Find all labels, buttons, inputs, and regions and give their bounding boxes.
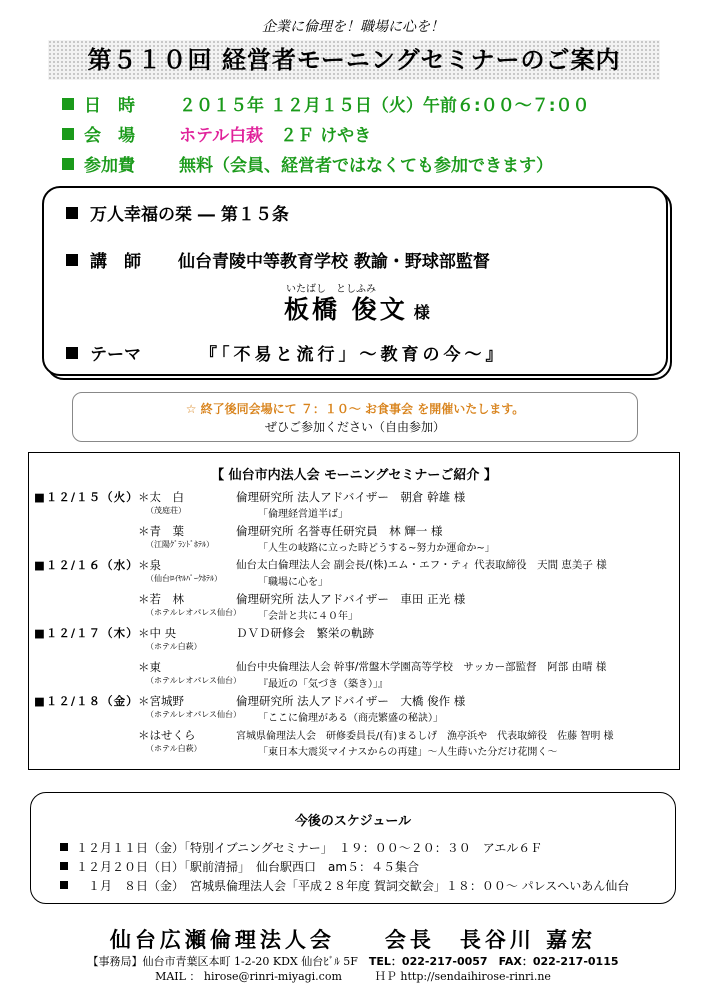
schedule-item-text: １２月１１日（金）「特別イブニングセミナー」 １９：００～２０：３０ アエル６Ｆ <box>76 841 543 855</box>
seminar-venue: （茂庭荘） <box>146 506 186 515</box>
seminar-name: ＊青 葉 <box>138 524 184 538</box>
seminar-venue: （ホテルレオパレス仙台） <box>146 710 241 719</box>
seminar-speaker: 倫理研究所 名誉専任研究員 林 輝一 様 <box>236 524 443 538</box>
seminar-name: ＊太 白 <box>138 490 184 504</box>
fee-label: 参加費 <box>84 156 135 176</box>
seminar-name: ＊中 央 <box>138 626 177 640</box>
seminar-speaker: 倫理研究所 法人アドバイザー 大橋 俊作 様 <box>236 694 466 708</box>
bullet-square-icon <box>60 862 68 870</box>
seminar-topic: 「職場に心を」 <box>258 577 328 588</box>
seminar-date: ■１２/１７（木） <box>34 626 139 640</box>
venue-label: 会 場 <box>84 126 135 146</box>
bullet-square-icon <box>66 254 78 266</box>
venue-room: ２Ｆ けやき <box>280 126 372 146</box>
bullet-square-icon <box>66 207 78 219</box>
office-address: 【事務局】仙台市青葉区本町 1-2-20 KDX 仙台ﾋﾞﾙ 5F <box>87 955 358 968</box>
schedule-item-text: １月 ８日（金） 宮城県倫理法人会「平成２８年度 賀詞交歓会」１８：００～ パレスへいあん仙台 <box>76 879 630 893</box>
seminar-topic: 『最近の「気づき（築き）」』 <box>258 679 388 690</box>
article-text: 万人幸福の栞 ― 第１５条 <box>90 205 289 225</box>
info-venue <box>62 121 371 146</box>
dinner-invite: ぜひご参加ください（自由参加） <box>264 420 445 434</box>
info-fee <box>62 151 553 176</box>
lecturer-label: 講 師 <box>90 252 141 272</box>
bullet-square-icon <box>62 98 74 110</box>
contact-mail: MAIL ： hirose@rinri-miyagi.com ＨＰ http://sendaihirose-rinri.ne <box>155 970 551 983</box>
info-date <box>62 91 590 116</box>
date-label: 日 時 <box>84 96 135 116</box>
seminar-name: ＊泉 <box>138 558 161 572</box>
office-tel: TEL：022-217-0057 FAX：022-217-0115 <box>368 955 619 968</box>
schedule-title: 今後のスケジュール <box>294 814 412 829</box>
seminar-speaker: 宮城県倫理法人会 研修委員長/(有)まるしげ 漁亭浜や 代表取締役 佐藤 智明 様 <box>236 731 614 742</box>
organization <box>0 924 706 954</box>
seminar-venue: （ホテルレオパレス仙台） <box>146 676 241 685</box>
seminar-venue: （ホテルレオパレス仙台） <box>146 608 241 617</box>
speaker-honorific: 様 <box>413 303 430 322</box>
lecture-lecturer <box>66 247 490 272</box>
office-info <box>0 953 706 969</box>
seminar-name: ＊はせくら <box>138 728 196 742</box>
seminar-speaker: 倫理研究所 法人アドバイザー 朝倉 幹雄 様 <box>236 490 466 504</box>
bullet-square-icon <box>66 347 78 359</box>
seminar-speaker: 仙台太白倫理法人会 副会長/(株)エム・エフ・ティ 代表取締役 天間 恵美子 様 <box>236 559 607 571</box>
schedule-item-text: １２月２０日（日）「駅前清掃」 仙台駅西口 am５：４５集合 <box>76 860 420 874</box>
lecture-theme <box>66 340 507 365</box>
seminar-venue: （仙台ﾛｲﾔﾙﾊﾟｰｸﾎﾃﾙ） <box>146 574 222 583</box>
speaker-ruby: いたばし としふみ <box>286 284 376 295</box>
speaker-name-text: 板橋 俊文 <box>284 295 408 324</box>
schedule-item <box>60 877 629 894</box>
schedule-item <box>60 839 542 856</box>
theme-text: 『「不易と流行」～教育の今～』 <box>200 345 507 365</box>
seminar-topic: 「会計と共に４０年」 <box>258 611 358 622</box>
dinner-notice: ☆ 終了後同会場にて ７：１０～ お食事会 を開催いたします。 <box>185 402 525 416</box>
seminar-name: ＊若 林 <box>138 592 184 606</box>
seminar-topic: 「東日本大震災マイナスからの再建」～人生蒔いた分だけ花開く～ <box>258 747 558 758</box>
seminar-venue: （江陽ｸﾞﾗﾝﾄﾞﾎﾃﾙ） <box>146 540 214 549</box>
tagline: 企業に倫理を！職場に心を！ <box>262 19 444 35</box>
seminar-topic: 「倫理経営道半ば」 <box>258 509 348 520</box>
bullet-square-icon <box>60 881 68 889</box>
lecture-article <box>66 200 289 225</box>
bullet-square-icon <box>60 843 68 851</box>
page-title: 第５１０回 経営者モーニングセミナーのご案内 <box>87 46 621 74</box>
venue-name: ホテル白萩 <box>179 126 264 146</box>
seminar-name: ＊宮城野 <box>138 694 184 708</box>
date-value: ２０１５年 １２月１５日（火）午前６:００～７:００ <box>179 96 590 116</box>
seminar-date: ■１２/１５（火） <box>34 490 139 504</box>
seminar-date: ■１２/１６（水） <box>34 558 139 572</box>
fee-value: 無料（会員、経営者ではなくても参加できます） <box>179 156 553 176</box>
seminar-heading: 【 仙台市内法人会 モーニングセミナーご紹介 】 <box>211 468 497 483</box>
seminar-venue: （ホテル白萩） <box>146 744 202 753</box>
org-chair: 会長 長谷川 嘉宏 <box>384 928 597 952</box>
seminar-date: ■１２/１８（金） <box>34 694 139 708</box>
lecturer-affiliation: 仙台青陵中等教育学校 教諭・野球部監督 <box>178 252 490 272</box>
seminar-venue: （ホテル白萩） <box>146 642 202 651</box>
seminar-topic: 「人生の岐路に立った時どうする~努力か運命か~」 <box>258 543 495 554</box>
seminar-speaker: 仙台中央倫理法人会 幹事/常盤木学園高等学校 サッカー部監督 阿部 由晴 様 <box>236 661 607 673</box>
org-name: 仙台広瀬倫理法人会 <box>109 928 335 952</box>
speaker-name <box>284 290 430 326</box>
theme-label: テーマ <box>90 345 141 365</box>
seminar-topic: 「ここに倫理がある（商売繁盛の秘訣）」 <box>258 713 443 724</box>
seminar-speaker: 倫理研究所 法人アドバイザー 車田 正光 様 <box>236 592 466 606</box>
seminar-speaker: ＤＶＤ研修会 繁栄の軌跡 <box>236 626 374 640</box>
bullet-square-icon <box>62 128 74 140</box>
schedule-item <box>60 858 419 875</box>
bullet-square-icon <box>62 158 74 170</box>
seminar-name: ＊東 <box>138 660 161 674</box>
